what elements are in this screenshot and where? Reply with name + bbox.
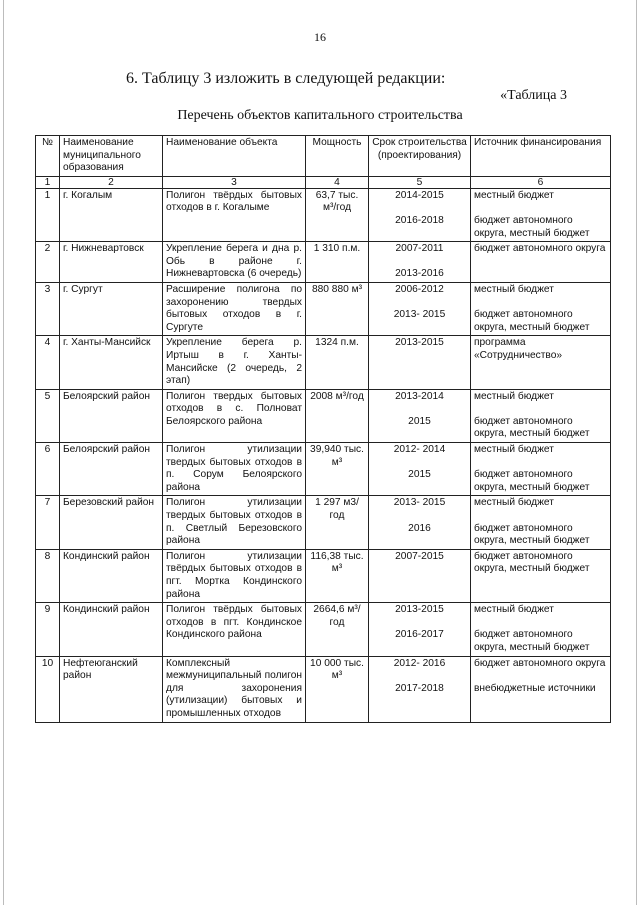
table-label: «Таблица 3 bbox=[500, 88, 567, 103]
term-value: 2013-2016 bbox=[395, 268, 444, 280]
funding-value: бюджет автономного округа, местный бюджет bbox=[474, 415, 590, 440]
construction-objects-table bbox=[35, 135, 611, 723]
funding-value: бюджет автономного округа, местный бюджет bbox=[474, 550, 590, 575]
table-row bbox=[36, 443, 611, 496]
column-index-cell: 4 bbox=[306, 176, 369, 188]
term-value: 2007-2015 bbox=[395, 550, 444, 562]
table-title: Перечень объектов капитального строительства bbox=[177, 108, 463, 123]
funding-value: местный бюджет bbox=[474, 390, 554, 402]
funding-value: местный бюджет bbox=[474, 189, 554, 201]
row-municipality: г. Сургут bbox=[60, 282, 163, 335]
row-number: 8 bbox=[36, 549, 60, 602]
header-term: Срок строительства (проектирования) bbox=[369, 136, 471, 177]
funding-value: местный бюджет bbox=[474, 283, 554, 295]
term-value: 2016-2018 bbox=[395, 214, 444, 226]
row-term bbox=[369, 496, 471, 549]
table-row bbox=[36, 188, 611, 241]
row-number: 9 bbox=[36, 603, 60, 656]
row-funding-source bbox=[471, 336, 611, 389]
row-object-name: Комплексный межмуниципальный полигон для захоронения (утилизации) бытовых и промышленных отходов bbox=[163, 656, 306, 722]
row-object-name: Полигон твёрдых бытовых отходов в пгт. Кондинское Кондинского района bbox=[163, 603, 306, 656]
cell-spacer bbox=[372, 297, 467, 310]
row-object-name: Укрепление берега и дна р. Обь в районе г. Нижневартовска (6 очередь) bbox=[163, 242, 306, 283]
term-value: 2014-2015 bbox=[395, 189, 444, 201]
cell-spacer bbox=[372, 510, 467, 523]
row-funding-source bbox=[471, 188, 611, 241]
row-capacity: 1 297 м3/год bbox=[306, 496, 369, 549]
column-index-row bbox=[36, 176, 611, 188]
row-number: 1 bbox=[36, 188, 60, 241]
row-number: 7 bbox=[36, 496, 60, 549]
row-municipality: Кондинский район bbox=[60, 549, 163, 602]
column-index-cell: 3 bbox=[163, 176, 306, 188]
term-value: 2016-2017 bbox=[395, 629, 444, 641]
row-municipality: Кондинский район bbox=[60, 603, 163, 656]
term-value: 2013- 2015 bbox=[393, 309, 446, 321]
scan-edge-right bbox=[636, 0, 637, 905]
table-row bbox=[36, 549, 611, 602]
column-index-cell: 5 bbox=[369, 176, 471, 188]
row-capacity: 2008 м³/год bbox=[306, 389, 369, 442]
row-funding-source bbox=[471, 656, 611, 722]
term-value: 2013-2014 bbox=[395, 390, 444, 402]
cell-spacer bbox=[474, 457, 607, 470]
row-object-name: Полигон твёрдых бытовых отходов в г. Когалыме bbox=[163, 188, 306, 241]
section-heading: 6. Таблицу 3 изложить в следующей редакции: bbox=[126, 70, 446, 87]
row-capacity: 1 310 п.м. bbox=[306, 242, 369, 283]
row-funding-source bbox=[471, 496, 611, 549]
row-term bbox=[369, 188, 471, 241]
row-number: 4 bbox=[36, 336, 60, 389]
row-funding-source bbox=[471, 443, 611, 496]
row-number: 10 bbox=[36, 656, 60, 722]
row-object-name: Полигон твердых бытовых отходов в с. Полноват Белоярского района bbox=[163, 389, 306, 442]
cell-spacer bbox=[474, 202, 607, 215]
funding-value: бюджет автономного округа, местный бюджет bbox=[474, 629, 590, 653]
term-value: 2013-2015 bbox=[395, 604, 444, 616]
row-funding-source bbox=[471, 549, 611, 602]
row-object-name: Укрепление берега р. Иртыш в г. Ханты-Мансийске (2 очередь, 2 этап) bbox=[163, 336, 306, 389]
term-value: 2012- 2014 bbox=[393, 444, 446, 456]
cell-spacer bbox=[372, 617, 467, 630]
funding-value: бюджет автономного округа bbox=[474, 243, 606, 255]
funding-value: бюджет автономного округа, местный бюджет bbox=[474, 214, 590, 239]
column-index-cell: 2 bbox=[60, 176, 163, 188]
row-object-name: Расширение полигона по захоронению твердых бытовых отходов в г. Сургуте bbox=[163, 282, 306, 335]
funding-value: бюджет автономного округа, местный бюджет bbox=[474, 469, 590, 493]
row-term bbox=[369, 603, 471, 656]
row-municipality: г. Когалым bbox=[60, 188, 163, 241]
term-value: 2006-2012 bbox=[395, 283, 444, 295]
page-number: 16 bbox=[314, 30, 326, 44]
cell-spacer bbox=[474, 510, 607, 523]
cell-spacer bbox=[372, 202, 467, 215]
funding-value: внебюджетные источники bbox=[474, 682, 596, 694]
table-body bbox=[36, 188, 611, 722]
cell-spacer bbox=[372, 256, 467, 269]
funding-value: программа «Сотрудничество» bbox=[474, 337, 563, 361]
cell-spacer bbox=[474, 617, 607, 630]
scan-edge-left bbox=[3, 0, 4, 905]
row-capacity: 880 880 м³ bbox=[306, 282, 369, 335]
table-row bbox=[36, 242, 611, 283]
row-capacity: 2664,6 м³/год bbox=[306, 603, 369, 656]
term-value: 2012- 2016 bbox=[393, 657, 446, 669]
row-capacity: 39,940 тыс. м³ bbox=[306, 443, 369, 496]
row-term bbox=[369, 242, 471, 283]
row-number: 2 bbox=[36, 242, 60, 283]
row-municipality: Белоярский район bbox=[60, 389, 163, 442]
row-term bbox=[369, 443, 471, 496]
row-capacity: 63,7 тыс. м³/год bbox=[306, 188, 369, 241]
cell-spacer bbox=[474, 670, 607, 683]
header-object: Наименование объекта bbox=[163, 136, 306, 177]
table-row bbox=[36, 603, 611, 656]
row-funding-source bbox=[471, 389, 611, 442]
funding-value: бюджет автономного округа, местный бюджет bbox=[474, 522, 590, 547]
row-object-name: Полигон утилизации твердых бытовых отходов в п. Сорум Белоярского района bbox=[163, 443, 306, 496]
table-row bbox=[36, 389, 611, 442]
cell-spacer bbox=[372, 457, 467, 470]
term-value: 2013- 2015 bbox=[393, 497, 446, 509]
row-object-name: Полигон утилизации твердых бытовых отходов в п. Светлый Березовского района bbox=[163, 496, 306, 549]
table-row bbox=[36, 656, 611, 722]
column-index-cell: 1 bbox=[36, 176, 60, 188]
row-object-name: Полигон утилизации твёрдых бытовых отходов в пгт. Мортка Кондинского района bbox=[163, 549, 306, 602]
row-municipality: Березовский район bbox=[60, 496, 163, 549]
column-index-cell: 6 bbox=[471, 176, 611, 188]
term-value: 2017-2018 bbox=[395, 682, 444, 694]
funding-value: местный бюджет bbox=[474, 444, 554, 456]
row-term bbox=[369, 549, 471, 602]
row-number: 6 bbox=[36, 443, 60, 496]
row-municipality: г. Нижневартовск bbox=[60, 242, 163, 283]
row-capacity: 10 000 тыс. м³ bbox=[306, 656, 369, 722]
cell-spacer bbox=[372, 403, 467, 416]
funding-value: бюджет автономного округа, местный бюджет bbox=[474, 309, 590, 333]
table-header-row bbox=[36, 136, 611, 177]
row-funding-source bbox=[471, 603, 611, 656]
funding-value: местный бюджет bbox=[474, 497, 554, 509]
header-capacity: Мощность bbox=[306, 136, 369, 177]
row-number: 5 bbox=[36, 389, 60, 442]
term-value: 2015 bbox=[408, 415, 431, 427]
row-term bbox=[369, 656, 471, 722]
row-capacity: 1324 п.м. bbox=[306, 336, 369, 389]
term-value: 2016 bbox=[408, 522, 431, 534]
funding-value: местный бюджет bbox=[474, 604, 554, 616]
header-source: Источник финансирования bbox=[471, 136, 611, 177]
cell-spacer bbox=[474, 403, 607, 416]
table-row bbox=[36, 282, 611, 335]
row-municipality: Нефтеюганский район bbox=[60, 656, 163, 722]
table-row bbox=[36, 336, 611, 389]
row-capacity: 116,38 тыс. м³ bbox=[306, 549, 369, 602]
term-value: 2013-2015 bbox=[395, 337, 444, 349]
row-term bbox=[369, 282, 471, 335]
cell-spacer bbox=[372, 670, 467, 683]
header-municipality: Наименование муниципального образования bbox=[60, 136, 163, 177]
table-row bbox=[36, 496, 611, 549]
row-municipality: Белоярский район bbox=[60, 443, 163, 496]
row-term bbox=[369, 389, 471, 442]
header-num: № bbox=[36, 136, 60, 177]
term-value: 2007-2011 bbox=[395, 243, 444, 255]
row-funding-source bbox=[471, 282, 611, 335]
row-funding-source bbox=[471, 242, 611, 283]
row-municipality: г. Ханты-Мансийск bbox=[60, 336, 163, 389]
cell-spacer bbox=[474, 297, 607, 310]
row-term bbox=[369, 336, 471, 389]
row-number: 3 bbox=[36, 282, 60, 335]
funding-value: бюджет автономного округа bbox=[474, 657, 606, 669]
term-value: 2015 bbox=[408, 469, 431, 481]
